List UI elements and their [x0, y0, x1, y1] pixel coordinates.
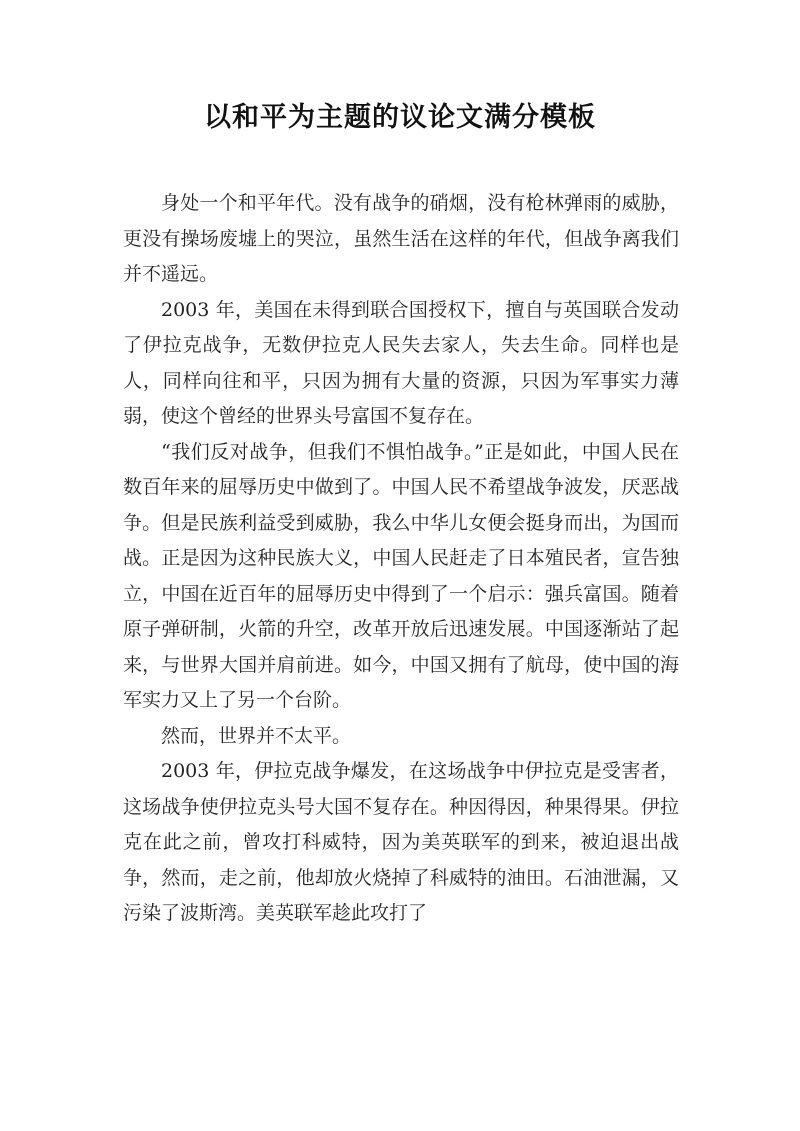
paragraph-5: 2003 年，伊拉克战争爆发，在这场战争中伊拉克是受害者，这场战争使伊拉克头号大国不复存在。种因得因，种果得果。伊拉克在此之前，曾攻打科威特，因为美英联军的到来，被迫退出战争，然而，走之前，他却放火烧掉了科威特的油田。石油泄漏，又污染了波斯湾。美英联军趁此攻打了 [123, 760, 679, 924]
paragraph-2: 2003 年，美国在未得到联合国授权下，擅自与英国联合发动了伊拉克战争，无数伊拉克人民失去家人，失去生命。同样也是人，同样向往和平，只因为拥有大量的资源，只因为军事实力薄弱，使这个曾经的世界头号富国不复存在。 [123, 298, 679, 427]
paragraph-4: 然而，世界并不太平。 [161, 724, 352, 747]
paragraph-3: “我们反对战争，但我们不惧怕战争。”正是如此，中国人民在数百年来的屈辱历史中做到了。中国人民不希望战争波发，厌恶战争。但是民族利益受到威胁，我么中华儿女便会挺身而出，为国而战。正是因为这种民族大义，中国人民赶走了日本殖民者，宣告独立，中国在近百年的屈辱历史中得到了一个启示：强兵富国。随着原子弹研制，火箭的升空，改革开放后迅速发展。中国逐渐站了起来，与世界大国并肩前进。如今，中国又拥有了航母，使中国的海军实力又上了另一个台阶。 [123, 440, 679, 711]
document-body [123, 186, 679, 932]
paragraph-1: 身处一个和平年代。没有战争的硝烟，没有枪林弹雨的威胁，更没有操场废墟上的哭泣，虽然生活在这样的年代，但战争离我们并不遥远。 [123, 192, 679, 285]
document-title: 以和平为主题的议论文满分模板 [204, 102, 596, 133]
